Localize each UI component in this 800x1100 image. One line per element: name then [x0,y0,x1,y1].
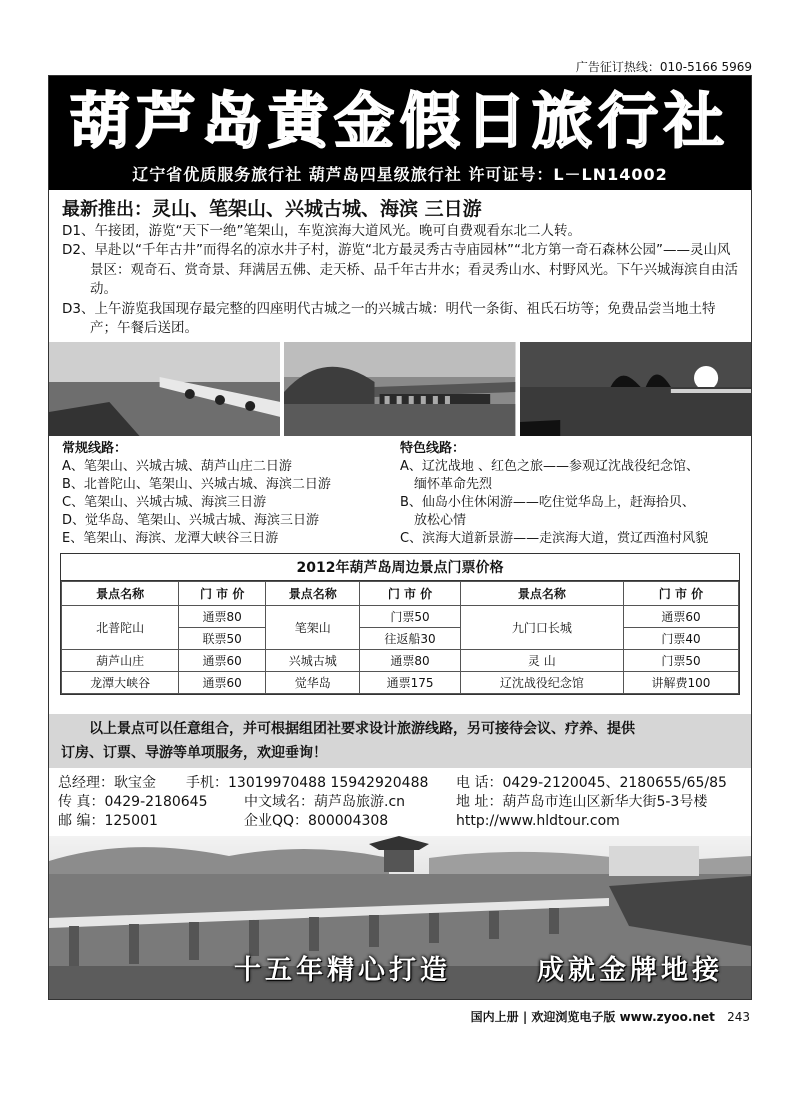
regular-route-a: A、笔架山、兴城古城、葫芦山庄二日游 [62,459,292,474]
attraction-name: 灵 山 [460,650,623,672]
attraction-name: 龙潭大峡谷 [62,672,179,694]
featured-tour [62,200,742,339]
attraction-name: 辽沈战役纪念馆 [460,672,623,694]
day-1: D1、午接团，游览“天下一绝”笔架山，车览滨海大道风光。晚可自费观看东北二人转。 [62,222,581,239]
website-link[interactable]: http://www.hldtour.com [456,813,620,829]
table-row [62,650,739,672]
postcode: 邮 编：125001 [58,813,158,829]
featured-headline [62,200,742,220]
attraction-name: 笔架山 [266,606,360,650]
special-route-a-cont: 缅怀革命先烈 [414,477,493,492]
service-notice [49,714,751,768]
attraction-price: 通票80 [360,650,460,672]
day-2: D2、早赴以“千年古井”而得名的凉水井子村，游览“北方最灵秀古寺庙园林”“北方第一奇石森林公园”——灵山风景区：观奇石、赏奇景、拜满居五佛、走天桥、品千年古井水；看灵秀山水、村野风光。下午兴城海滨自由活动。 [62,242,738,297]
special-routes [400,440,745,548]
slogan-left: 十五年精心打造 [234,955,451,986]
chinese-domain: 中文域名：葫芦岛旅游.cn [244,794,406,810]
special-route-a: A、辽沈战地 、红色之旅——参观辽沈战役纪念馆、 [400,459,700,474]
mobile-numbers: 手机：13019970488 15942920488 [186,775,429,791]
fax-number: 传 真：0429-2180645 [58,794,208,810]
table-header-row [62,582,739,606]
slogan-right: 成就金牌地接 [537,955,723,986]
attraction-name: 兴城古城 [266,650,360,672]
agency-title: 葫芦岛黄金假日旅行社 [70,87,730,157]
ticket-table-caption: 2012年葫芦岛周边景点门票价格 [61,554,739,581]
attraction-price: 门票50 [360,606,460,628]
regular-route-c: C、笔架山、兴城古城、海滨三日游 [62,495,267,510]
manager-name: 总经理：耿宝金 [58,775,156,791]
attraction-price: 通票60 [179,650,266,672]
ad-hotline: 广告征订热线：010-5166 5969 [575,60,752,74]
featured-title: 灵山、笔架山、兴城古城、海滨 三日游 [152,198,482,220]
attraction-price: 往返船30 [360,628,460,650]
featured-label: 最新推出： [62,199,152,220]
table-row [62,606,739,628]
company-qq: 企业QQ：800004308 [244,813,389,829]
regular-route-d: D、觉华岛、笔架山、兴城古城、海滨三日游 [62,513,320,528]
special-route-b: B、仙岛小住休闲游——吃住觉华岛上，赶海拾贝、 [400,495,695,510]
col-header-name: 景点名称 [62,582,179,606]
col-header-price: 门 市 价 [179,582,266,606]
photo-strip [49,342,751,436]
phone-numbers: 电 话：0429-2120045、2180655/65/85 [456,775,727,791]
regular-route-e: E、笔架山、海滨、龙潭大峡谷三日游 [62,531,279,546]
regular-route-b: B、北普陀山、笔架山、兴城古城、海滨二日游 [62,477,331,492]
special-route-b-cont: 放松心情 [414,513,467,528]
attraction-price: 门票50 [623,650,738,672]
col-header-price: 门 市 价 [623,582,738,606]
special-route-c: C、滨海大道新景游——走滨海大道，赏辽西渔村风貌 [400,531,709,546]
col-header-name: 景点名称 [460,582,623,606]
table-row [62,672,739,694]
attraction-price: 通票60 [179,672,266,694]
contact-info [58,774,748,831]
notice-line-1: 以上景点可以任意组合，并可根据组团社要求设计旅游线路，另可接待会议、疗养、提供 [89,721,635,737]
regular-routes-title: 常规线路： [62,441,128,456]
sunset-sea-photo [520,342,751,436]
bridge-photo [49,342,280,436]
page-footer [471,1008,750,1025]
attraction-name: 北普陀山 [62,606,179,650]
attraction-name: 九门口长城 [460,606,623,650]
notice-line-2: 订房、订票、导游等单项服务，欢迎垂询！ [61,745,327,761]
col-header-name: 景点名称 [266,582,360,606]
attraction-price: 门票40 [623,628,738,650]
office-address: 地 址：葫芦岛市连山区新华大街5-3号楼 [456,794,708,810]
attraction-price: 通票175 [360,672,460,694]
col-header-price: 门 市 价 [360,582,460,606]
attraction-name: 觉华岛 [266,672,360,694]
regular-routes [62,440,392,548]
attraction-name: 葫芦山庄 [62,650,179,672]
attraction-price: 讲解费100 [623,672,738,694]
island-bridge-photo [284,342,515,436]
page-number: 243 [727,1010,750,1024]
ticket-price-table [60,553,740,695]
footer-text: 国内上册 | 欢迎浏览电子版 www.zyoo.net [470,1010,715,1024]
attraction-price: 通票60 [623,606,738,628]
bottom-banner-photo [49,836,751,999]
attraction-price: 通票80 [179,606,266,628]
agency-credentials: 辽宁省优质服务旅行社 葫芦岛四星级旅行社 许可证号：L－LN14002 [132,165,668,184]
header-banner [49,76,751,190]
day-3: D3、上午游览我国现存最完整的四座明代古城之一的兴城古城：明代一条街、祖氏石坊等；免费品尝当地土特产；午餐后送团。 [62,300,716,336]
attraction-price: 联票50 [179,628,266,650]
special-routes-title: 特色线路： [400,441,466,456]
